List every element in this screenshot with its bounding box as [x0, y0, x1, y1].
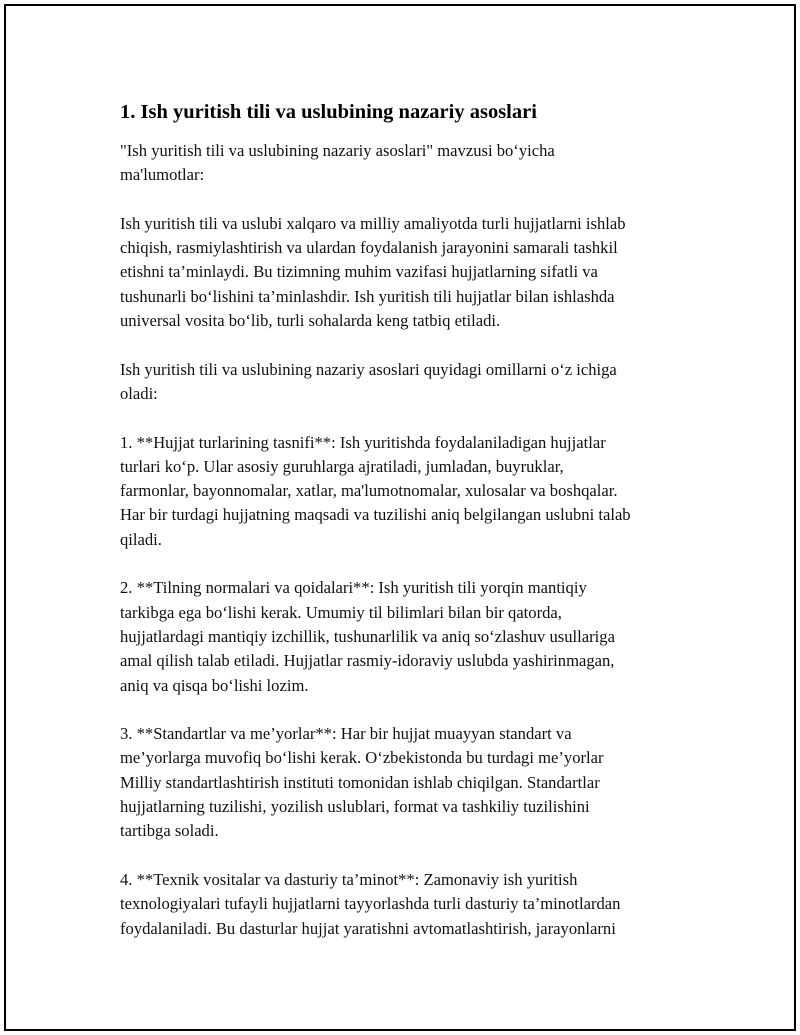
paragraph-item-1: 1. **Hujjat turlarining tasnifi**: Ish yuritishda foydalaniladigan hujjatlar turlari ko‘p. Ular asosiy guruhlarga ajratiladi, jumladan, buyruklar, farmonlar, bayonnomalar, xatlar, ma'lumotnomalar, xulosalar va boshqalar. Har bir turdagi hujjatning maqsadi va tuzilishi aniq belgilangan uslubni talab qiladi. — [120, 432, 631, 549]
paragraph-intro: "Ish yuritish tili va uslubining nazariy asoslari" mavzusi bo‘yicha ma'lumotlar: — [120, 141, 555, 185]
paragraph-overview: Ish yuritish tili va uslubi xalqaro va milliy amaliyotda turli hujjatlarni ishlab chiqish, rasmiylashtirish va ulardan foydalanish jarayonini samarali tashkil etishni ta’minlaydi. Bu tizimning muhim vazifasi hujjatlarning sifatli va tushunarli bo‘lishini ta’minlashdir. Ish yuritish tili hujjatlar bilan ishlashda universal vosita bo‘lib, turli sohalarda keng tatbiq etiladi. — [120, 213, 626, 331]
paragraph-item-3: 3. **Standartlar va me’yorlar**: Har bir hujjat muayyan standart va me’yorlarga muvofiq bo‘lishi kerak. O‘zbekistonda bu turdagi me’yorlar Milliy standartlashtirish instituti tomonidan ishlab chiqilgan. Standartlar hujjatlarning tuzilishi, yozilish uslublari, format va tashkiliy tuzilishini tartibga soladi. — [120, 724, 604, 841]
document-title: 1. Ish yuritish tili va uslubining nazariy asoslari — [120, 101, 537, 123]
paragraph-factors-intro: Ish yuritish tili va uslubining nazariy asoslari quyidagi omillarni o‘z ichiga oladi: — [120, 359, 617, 403]
document-body — [120, 98, 700, 965]
page-frame — [4, 4, 796, 1031]
paragraph-item-4: 4. **Texnik vositalar va dasturiy ta’minot**: Zamonaviy ish yuritish texnologiyalari tufayli hujjatlarni tayyorlashda turli dasturiy ta’minotlardan foydalaniladi. Bu dasturlar hujjat yaratishni avtomatlashtirish, jarayonlarni — [120, 869, 621, 938]
paragraph-item-2: 2. **Tilning normalari va qoidalari**: Ish yuritish tili yorqin mantiqiy tarkibga ega bo‘lishi kerak. Umumiy til bilimlari bilan bir qatorda, hujjatlardagi mantiqiy izchillik, tushunarlilik va aniq so‘zlashuv usullariga amal qilish talab etiladi. Hujjatlar rasmiy-idoraviy uslubda yashirinmagan, aniq va qisqa bo‘lishi lozim. — [120, 578, 615, 695]
